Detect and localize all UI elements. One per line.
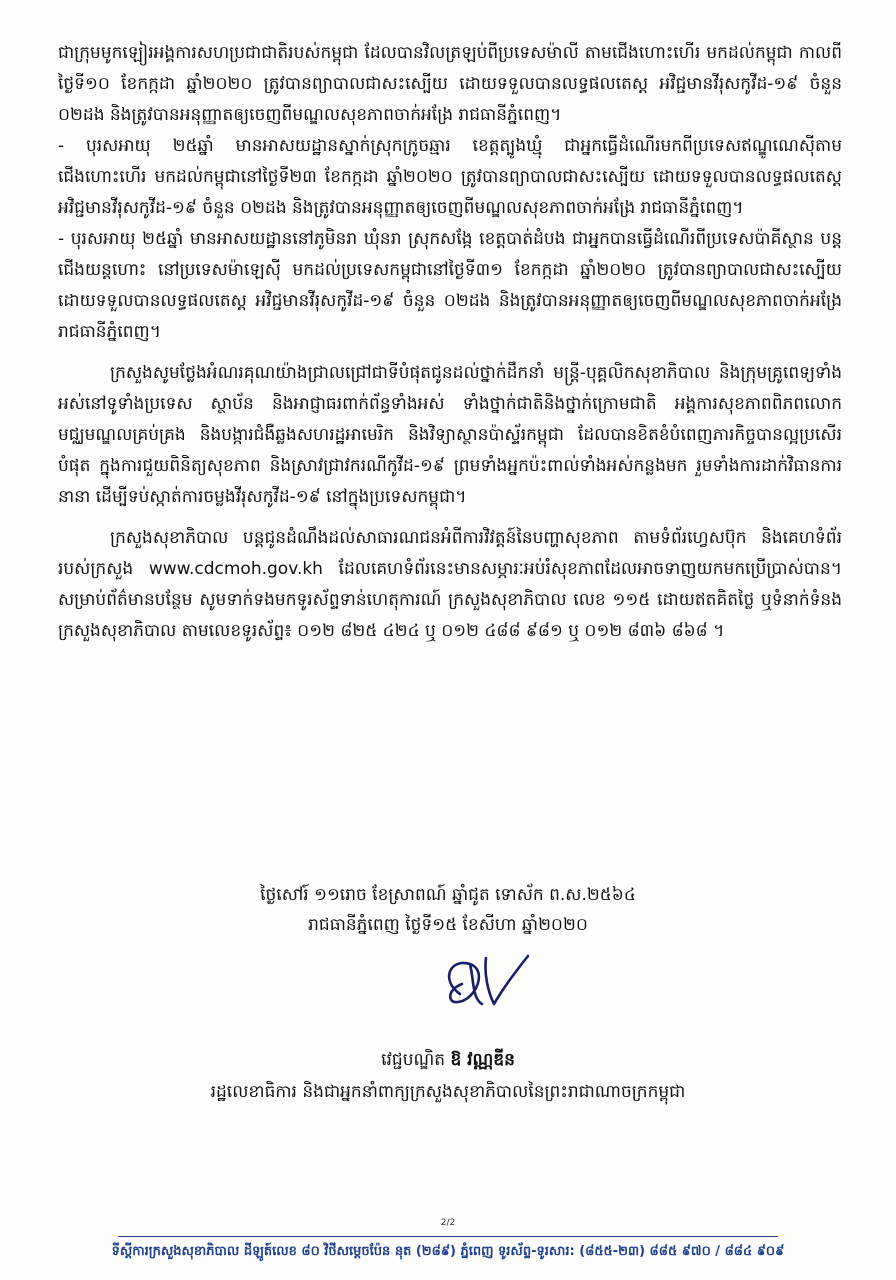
paragraph-acknowledgement: ក្រសួងសូមថ្លែងអំណរគុណយ៉ាងជ្រាលជ្រៅជាទីបំផុតជូនដល់ថ្នាក់ដឹកនាំ មន្ត្រី-បុគ្គលិកសុខាភិបាល និងក្រុមគ្រូពេទ្យទាំងអស់នៅទូទាំងប្រទេស ស្ថាប័ន និងអាជ្ញាធរពាក់ព័ន្ធទាំងអស់ ទាំងថ្នាក់ជាតិនិងថ្នាក់ក្រោមជាតិ អង្គការសុខភាពពិភពលោក មជ្ឈមណ្ឌលគ្រប់គ្រង និងបង្ការជំងឺឆ្លងសហរដ្ឋអាមេរិក និងវិទ្យាស្ថានប៉ាស្ទ័រកម្ពុជា ដែលបានខិតខំបំពេញភារកិច្ចបានល្អប្រសើរបំផុត ក្នុងការជួយពិនិត្យសុខភាព និងស្រាវជ្រាវករណីកូវីដ-១៩ ព្រមទាំងអ្នកប៉ះពាល់ទាំងអស់កន្លងមក រួមទាំងការដាក់វិធានការនានា ដើម្បីទប់ស្កាត់ការចម្លងវីរុសកូវីដ-១៩ នៅក្នុងប្រទេសកម្ពុជា។ — [58, 363, 842, 507]
footer-divider — [118, 1236, 778, 1237]
document-body — [58, 38, 842, 647]
paragraph-2: - បុរសអាយុ ២៥ឆ្នាំ មានអាសយដ្ឋានស្នាក់ស្រុកក្រូចឆ្មារ ខេត្តត្បូងឃ្មុំ ជាអ្នកធ្វើដំណើរមកពីប្រទេសឥណ្ឌូណេស៊ីតាមជើងហោះហើរ មកដល់កម្ពុជានៅថ្ងៃទី២៣ ខែកក្កដា ឆ្នាំ២០២០ ត្រូវបានព្យាបាលជាសះស្បើយ ដោយទទួលបានលទ្ធផលតេស្ត អវិជ្ជមានវីរុសកូវីដ-១៩ ចំនួន ០២ដង និងត្រូវបានអនុញ្ញាតឲ្យចេញពីមណ្ឌលសុខភាពចាក់អង្រែ រាជធានីភ្នំពេញ។ — [58, 136, 842, 218]
paragraph-contact-info: ក្រសួងសុខាភិបាល បន្តជូនដំណឹងដល់សាធារណជនអំពីការវិវត្តន៍នៃបញ្ហាសុខភាព តាមទំព័រហ្វេសប៊ុក និងគេហទំព័ររបស់ក្រសួង www.cdcmoh.gov.kh ដែលគេហទំព័រនេះមានសម្ភារៈអប់រំសុខភាពដែលអាចទាញយកមកប្រើប្រាស់បាន។ សម្រាប់ព័ត៌មានបន្ថែម សូមទាក់ទងមកទូរស័ព្ទទាន់ហេតុការណ៍ ក្រសួងសុខាភិបាល លេខ ១១៥ ដោយឥតគិតថ្លៃ ឬទំនាក់ទំនងក្រសួងសុខាភិបាល តាមលេខទូរស័ព្ទ៖ ០១២ ៨២៥ ៤២៤ ឬ ០១២ ៤៨៨ ៩៨១ ឬ ០១២ ៨៣៦ ៨៦៨ ។ — [58, 528, 842, 641]
page-number: 2/2 — [440, 1218, 456, 1228]
date-block — [0, 880, 896, 940]
signer-name — [0, 1046, 896, 1074]
paragraph-1: ជាក្រុមមូកឡៀរអង្គការសហប្រជាជាតិរបស់កម្ពុជា ដែលបានវិលត្រឡប់ពីប្រទេសម៉ាលី តាមជើងហោះហើរ មកដល់កម្ពុជា កាលពីថ្ងៃទី១០ ខែកក្កដា ឆ្នាំ២០២០ ត្រូវបានព្យាបាលជាសះស្បើយ ដោយទទួលបានលទ្ធផលតេស្ត អវិជ្ជមានវីរុសកូវីដ-១៩ ចំនួន ០២ដង និងត្រូវបានអនុញ្ញាតឲ្យចេញពីមណ្ឌលសុខភាពចាក់អង្រែ រាជធានីភ្នំពេញ។ — [58, 43, 842, 125]
paragraph-3: - បុរសអាយុ ២៥ឆ្នាំ មានអាសយដ្ឋាននៅភូមិនរា ឃុំនរា ស្រុកសង្កែ ខេត្តបាត់ដំបង ជាអ្នកបានធ្វើដំណើរពីប្រទេសប៉ាគីស្ថាន បន្តជើងយន្តហោះ នៅប្រទេសម៉ាឡេស៊ី មកដល់ប្រទេសកម្ពុជានៅថ្ងៃទី៣១ ខែកក្កដា ឆ្នាំ២០២០ ត្រូវបានព្យាបាលជាសះស្បើយ ដោយទទួលបានលទ្ធផលតេស្ត អវិជ្ជមានវីរុសកូវីដ-១៩ ចំនួន ០២ដង និងត្រូវបានអនុញ្ញាតឲ្យចេញពីមណ្ឌលសុខភាពចាក់អង្រែ រាជធានីភ្នំពេញ។ — [58, 229, 842, 342]
solar-date: រាជធានីភ្នំពេញ ថ្ងៃទី១៥ ខែសីហា ឆ្នាំ២០២០ — [308, 915, 588, 935]
signer-prefix: វេជ្ជបណ្ឌិត — [381, 1050, 446, 1070]
signer-title: រដ្ឋលេខាធិការ និងជាអ្នកនាំពាក្យក្រសួងសុខាភិបាលនៃព្រះរាជាណាចក្រកម្ពុជា — [210, 1082, 686, 1102]
signature-icon — [430, 950, 540, 1030]
footer-address: ទីស្តីការក្រសួងសុខាភិបាល ដីឡូត៍លេខ ៨០ វិថីសម្តេចប៉ែន នុត (២៨៩) ភ្នំពេញ ទូរស័ព្ទ-ទូរសារ: (៨៥៥-២៣) ៨៨៥ ៩៧០ / ៨៨៤ ៩០៩ — [111, 1244, 785, 1259]
lunar-date: ថ្ងៃសៅរ៍ ១១រោច ខែស្រាពណ៍ ឆ្នាំជូត ទោស័ក ព.ស.២៥៦៤ — [260, 885, 636, 905]
signer-full-name: ឱ វណ្ណឌីន — [450, 1050, 515, 1070]
